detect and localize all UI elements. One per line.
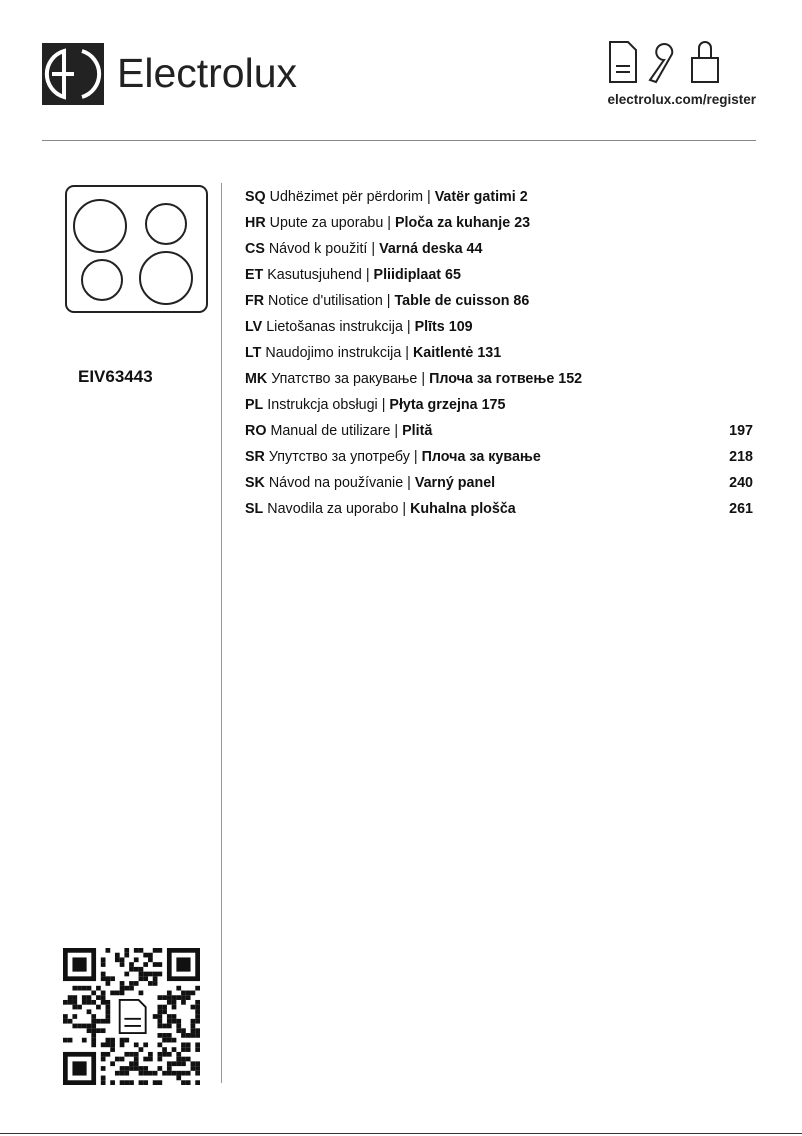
toc-entry[interactable]: MK Упатство за ракување | Плоча за готвење 152 xyxy=(245,371,583,387)
toc-entry[interactable]: SK Návod na používanie | Varný panel 240 xyxy=(245,475,753,491)
manual-title: Upute za uporabu xyxy=(269,215,384,231)
shopping-bag-icon xyxy=(688,40,722,84)
table-of-contents xyxy=(245,187,755,525)
product-name: Płyta grzejna xyxy=(389,397,478,413)
language-code: CS xyxy=(245,241,265,257)
language-code: ET xyxy=(245,267,264,283)
wrench-icon xyxy=(646,40,680,84)
page-number: 197 xyxy=(729,423,753,439)
toc-entry[interactable]: LT Naudojimo instrukcija | Kaitlentė 131 xyxy=(245,345,502,361)
page-number: 44 xyxy=(466,241,483,257)
page-number: 131 xyxy=(477,345,502,361)
register-url[interactable]: electrolux.com/register xyxy=(607,92,756,107)
page-number: 109 xyxy=(448,319,473,335)
language-code: SQ xyxy=(245,189,266,205)
page-number: 65 xyxy=(445,267,461,283)
language-code: LV xyxy=(245,319,263,335)
product-name: Table de cuisson xyxy=(394,293,510,309)
language-code: MK xyxy=(245,371,268,387)
language-code: HR xyxy=(245,215,266,231)
toc-entry[interactable]: PL Instrukcja obsługi | Płyta grzejna 175 xyxy=(245,397,506,413)
language-code: SL xyxy=(245,501,264,517)
manual-title: Упутство за употребу xyxy=(268,449,410,465)
product-name: Plită xyxy=(402,423,433,439)
product-name: Varná deska xyxy=(379,241,463,257)
toc-entry[interactable]: LV Lietošanas instrukcija | Plīts 109 xyxy=(245,319,473,335)
manual-title: Manual de utilizare xyxy=(270,423,391,439)
qr-code[interactable] xyxy=(63,948,200,1085)
toc-entry[interactable]: SQ Udhëzimet për përdorim | Vatër gatimi 2 xyxy=(245,189,528,205)
manual-title: Kasutusjuhend xyxy=(267,267,362,283)
toc-entry[interactable]: CS Návod k použití | Varná deska 44 xyxy=(245,241,483,257)
manual-title: Navodila za uporabo xyxy=(267,501,399,517)
manual-title: Lietošanas instrukcija xyxy=(266,319,403,335)
toc-entry[interactable]: FR Notice d'utilisation | Table de cuisson 86 xyxy=(245,293,530,309)
language-code: SK xyxy=(245,475,265,491)
manual-title: Naudojimo instrukcija xyxy=(265,345,402,361)
product-name: Varný panel xyxy=(414,475,496,491)
product-name: Vatër gatimi xyxy=(434,189,516,205)
product-name: Pliidiplaat xyxy=(373,267,442,283)
page-number: 175 xyxy=(481,397,506,413)
product-name: Плоча за кување xyxy=(421,449,541,465)
manual-title: Návod na používanie xyxy=(268,475,404,491)
manual-title: Instrukcja obsługi xyxy=(267,397,378,413)
brand-name: Electrolux xyxy=(117,50,298,96)
page-number: 261 xyxy=(729,501,753,517)
manual-title: Návod k použití xyxy=(268,241,368,257)
language-code: LT xyxy=(245,345,262,361)
hob-illustration xyxy=(65,185,208,313)
toc-entry[interactable]: SR Упутство за употребу | Плоча за кување 218 xyxy=(245,449,753,465)
model-number: EIV63443 xyxy=(78,367,153,386)
toc-entry[interactable]: ET Kasutusjuhend | Pliidiplaat 65 xyxy=(245,267,461,283)
product-name: Ploča za kuhanje xyxy=(394,215,511,231)
document-icon xyxy=(608,40,638,84)
column-divider xyxy=(221,183,222,1083)
product-name: Плоча за готвење xyxy=(429,371,555,387)
page-number: 218 xyxy=(729,449,753,465)
page-number: 86 xyxy=(513,293,530,309)
page-number: 23 xyxy=(514,215,531,231)
product-name: Kuhalna plošča xyxy=(410,501,516,517)
page-number: 152 xyxy=(558,371,583,387)
toc-entry[interactable]: HR Upute za uporabu | Ploča za kuhanje 23 xyxy=(245,215,531,231)
manual-title: Notice d'utilisation xyxy=(268,293,383,309)
bottom-rule xyxy=(0,1133,802,1134)
toc-entry[interactable]: SL Navodila za uporabo | Kuhalna plošča 261 xyxy=(245,501,753,517)
electrolux-logo-icon xyxy=(42,43,104,105)
manual-title: Упатство за ракување xyxy=(271,371,418,387)
product-name: Kaitlentė xyxy=(412,345,474,361)
divider xyxy=(42,140,756,141)
language-code: RO xyxy=(245,423,267,439)
product-name: Plīts xyxy=(414,319,445,335)
toc-entry[interactable]: RO Manual de utilizare | Plită 197 xyxy=(245,423,753,439)
page-number: 240 xyxy=(729,475,753,491)
manual-title: Udhëzimet për përdorim xyxy=(269,189,424,205)
language-code: FR xyxy=(245,293,265,309)
page-number: 2 xyxy=(519,189,528,205)
language-code: SR xyxy=(245,449,265,465)
language-code: PL xyxy=(245,397,264,413)
